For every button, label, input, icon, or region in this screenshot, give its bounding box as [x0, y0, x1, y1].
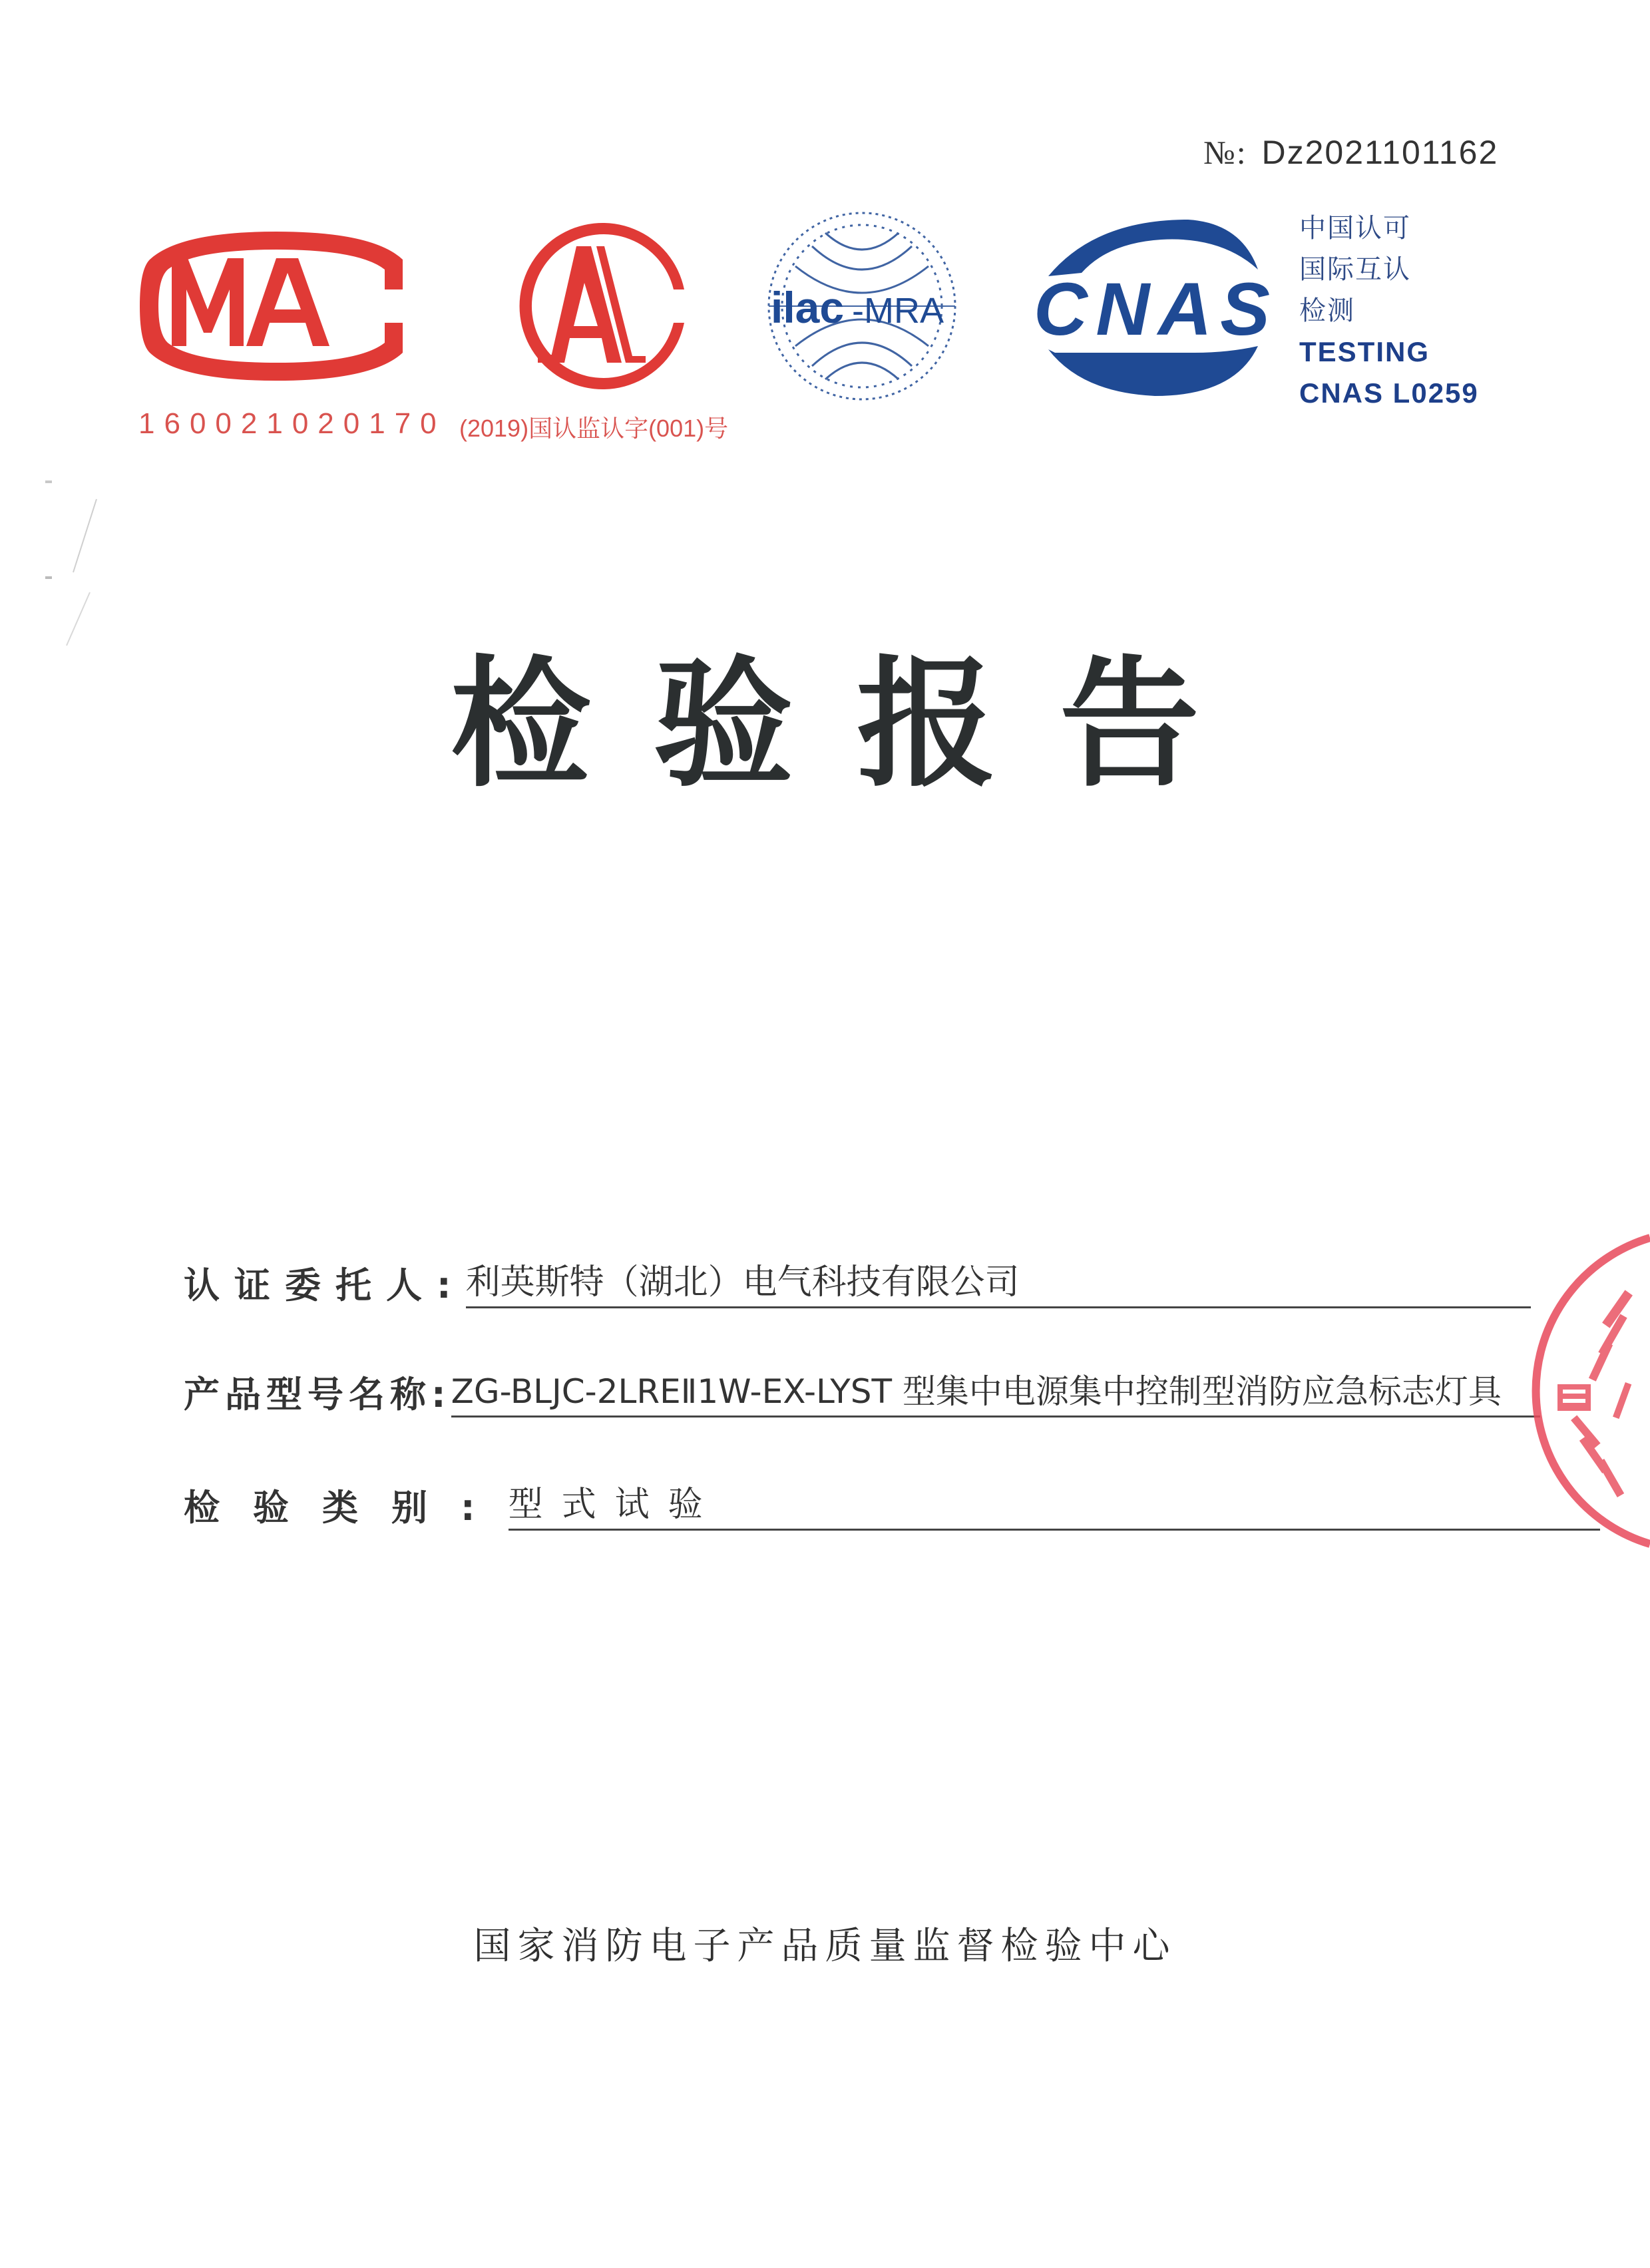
- test-type-label: 检验类别:: [184, 1487, 509, 1529]
- seal-stamp-icon: [1511, 1231, 1650, 1551]
- client-field: [184, 1255, 1531, 1308]
- official-seal: [1511, 1231, 1650, 1553]
- product-field: [184, 1364, 1540, 1418]
- svg-text:CNAS: CNAS: [1034, 268, 1270, 351]
- document-title: 检验报告: [450, 643, 1263, 806]
- cma-logo: [133, 220, 419, 395]
- issuing-organization: 国家消防电子产品质量监督检验中心: [473, 1925, 1177, 1968]
- cal-logo: [491, 220, 704, 395]
- client-value: 利英斯特（湖北）电气科技有限公司: [466, 1254, 1531, 1308]
- cnas-testing: TESTING: [1299, 336, 1430, 367]
- product-label: 产品型号名称:: [184, 1374, 451, 1416]
- cnas-line-3: 检测: [1299, 295, 1355, 326]
- test-type-value: 型式试验: [509, 1476, 1600, 1531]
- cnas-line-2: 国际互认: [1299, 254, 1411, 285]
- cnas-logo: [1028, 216, 1275, 405]
- test-type-field: [184, 1477, 1600, 1531]
- cal-mark-icon: [491, 220, 704, 393]
- report-number-label: №:: [1203, 134, 1247, 171]
- product-value: ZG-BLJC-2LREⅡ1W-EX-LYST 型集中电源集中控制型消防应急标志灯具: [451, 1365, 1540, 1418]
- cnas-line-1: 中国认可: [1299, 213, 1411, 244]
- cnas-accreditation-text: [1299, 208, 1479, 414]
- svg-text:-MRA: -MRA: [852, 291, 944, 331]
- cnas-mark-icon: [1028, 216, 1275, 403]
- report-number: [1203, 133, 1498, 172]
- ilac-mra-logo: [759, 206, 965, 409]
- ilac-mra-icon: [759, 206, 965, 406]
- cal-number: (2019)国认监认字(001)号: [459, 415, 729, 442]
- client-label: 认证委托人:: [184, 1264, 466, 1306]
- cma-number: 160021020170: [138, 407, 446, 440]
- svg-text:ilac: ilac: [771, 283, 845, 332]
- cnas-accreditation-number: CNAS L0259: [1299, 377, 1479, 409]
- cma-mark-icon: [133, 220, 419, 393]
- report-number-value: Dz2021101162: [1261, 134, 1499, 171]
